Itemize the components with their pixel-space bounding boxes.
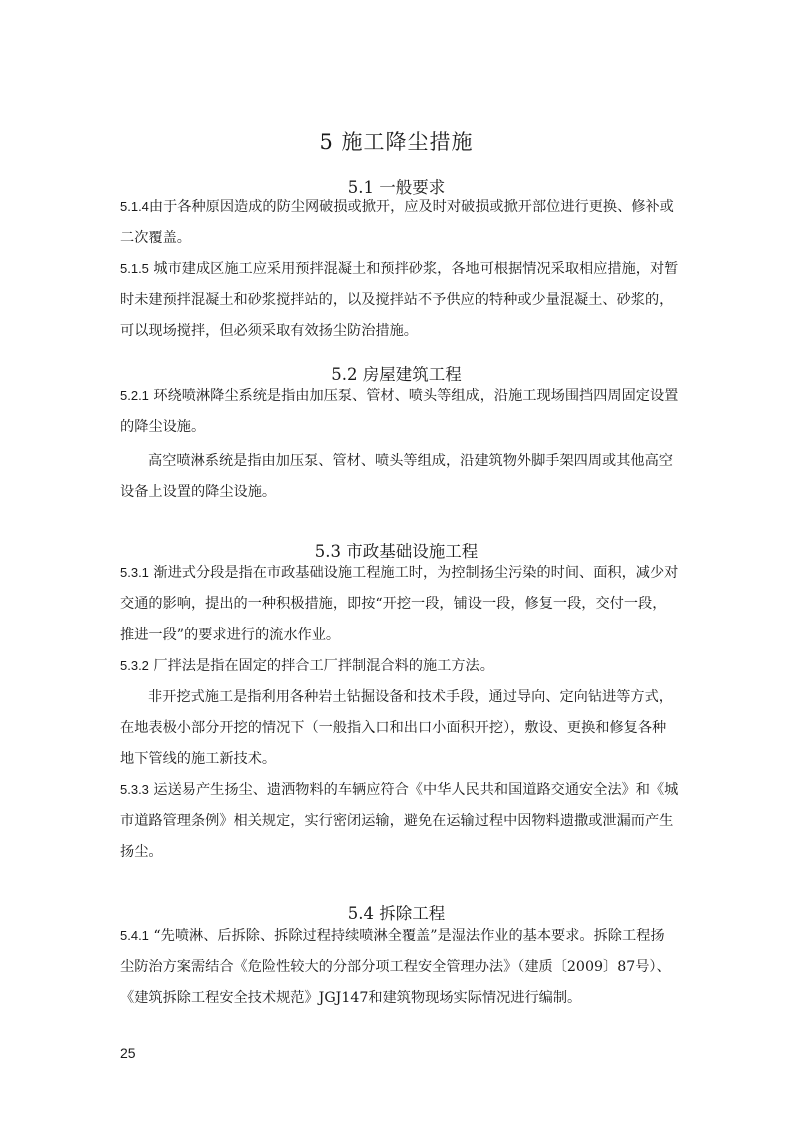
paragraph-line: 在地表极小部分开挖的情况下（一般指入口和出口小面积开挖），敷设、更换和修复各种 [120,720,667,736]
paragraph-line [120,259,680,279]
paragraph-text: 环绕喷淋降尘系统是指由加压泵、管材、喷头等组成，沿施工现场围挡四周固定设置 [148,388,679,404]
paragraph-text: 厂拌法是指在固定的拌合工厂拌制混合料的施工方法。 [148,658,494,674]
paragraph-line: 地下管线的施工新技术。 [120,751,277,767]
paragraph-line: 设备上设置的降尘设施。 [120,484,277,500]
paragraph-line [120,563,680,583]
paragraph-line [120,780,680,800]
paragraph-line [120,656,680,676]
paragraph-line: 市道路管理条例》相关规定，实行密闭运输，避免在运输过程中因物料遗撒或泄漏而产生 [120,813,674,829]
section-heading-5-1: 5.1 一般要求 [347,178,446,197]
paragraph-line: 尘防治方案需结合《危险性较大的分部分项工程安全管理办法》（建质〔2009〕87号）、 [120,959,671,975]
paragraph-line: 时未建预拌混凝土和砂浆搅拌站的，以及搅拌站不予供应的特种或少量混凝土、砂浆的， [120,292,674,308]
section-heading-5-4: 5.4 拆除工程 [347,904,446,923]
clause-number: 5.1.5 [120,261,149,276]
section-heading-5-2: 5.2 房屋建筑工程 [331,365,462,384]
paragraph-line: 非开挖式施工是指利用各种岩土钻掘设备和技术手段，通过导向、定向钻进等方式， [148,689,673,705]
chapter-title: 5 施工降尘措施 [319,130,474,154]
clause-number: 5.3.3 [120,782,149,797]
clause-number: 5.1.4 [120,199,149,214]
paragraph-text: 渐进式分段是指在市政基础设施工程施工时，为控制扬尘污染的时间、面积，减少对 [148,565,679,581]
clause-number: 5.3.2 [120,658,149,673]
paragraph-line: 《建筑拆除工程安全技术规范》JGJ147和建筑物现场实际情况进行编制。 [120,990,582,1006]
paragraph-line: 交通的影响，提出的一种积极措施，即按“开挖一段，铺设一段，修复一段，交付一段， [120,596,667,612]
paragraph-text: “先喷淋、后拆除、拆除过程持续喷淋全覆盖”是湿法作业的基本要求。拆除工程扬 [148,928,665,944]
paragraph-text: 城市建成区施工应采用预拌混凝土和预拌砂浆，各地可根据情况采取相应措施，对暂 [148,261,679,277]
clause-number: 5.4.1 [120,928,149,943]
paragraph-line: 高空喷淋系统是指由加压泵、管材、喷头等组成，沿建筑物外脚手架四周或其他高空 [148,453,673,469]
paragraph-text: 由于各种原因造成的防尘网破损或掀开，应及时对破损或掀开部位进行更换、修补或 [148,199,674,215]
clause-number: 5.2.1 [120,388,149,403]
section-heading-5-3: 5.3 市政基础设施工程 [314,542,479,561]
paragraph-line: 的降尘设施。 [120,419,206,435]
paragraph-line: 二次覆盖。 [120,230,191,246]
clause-number: 5.3.1 [120,565,149,580]
paragraph-line [120,926,680,946]
paragraph-line: 推进一段”的要求进行的流水作业。 [120,627,341,643]
paragraph-line: 可以现场搅拌，但必须采取有效扬尘防治措施。 [120,323,418,339]
paragraph-line [120,197,680,217]
paragraph-line [120,386,680,406]
paragraph-line: 扬尘。 [120,844,163,860]
paragraph-text: 运送易产生扬尘、遗洒物料的车辆应符合《中华人民共和国道路交通安全法》和《城 [148,782,679,798]
page-number: 25 [120,1045,136,1061]
